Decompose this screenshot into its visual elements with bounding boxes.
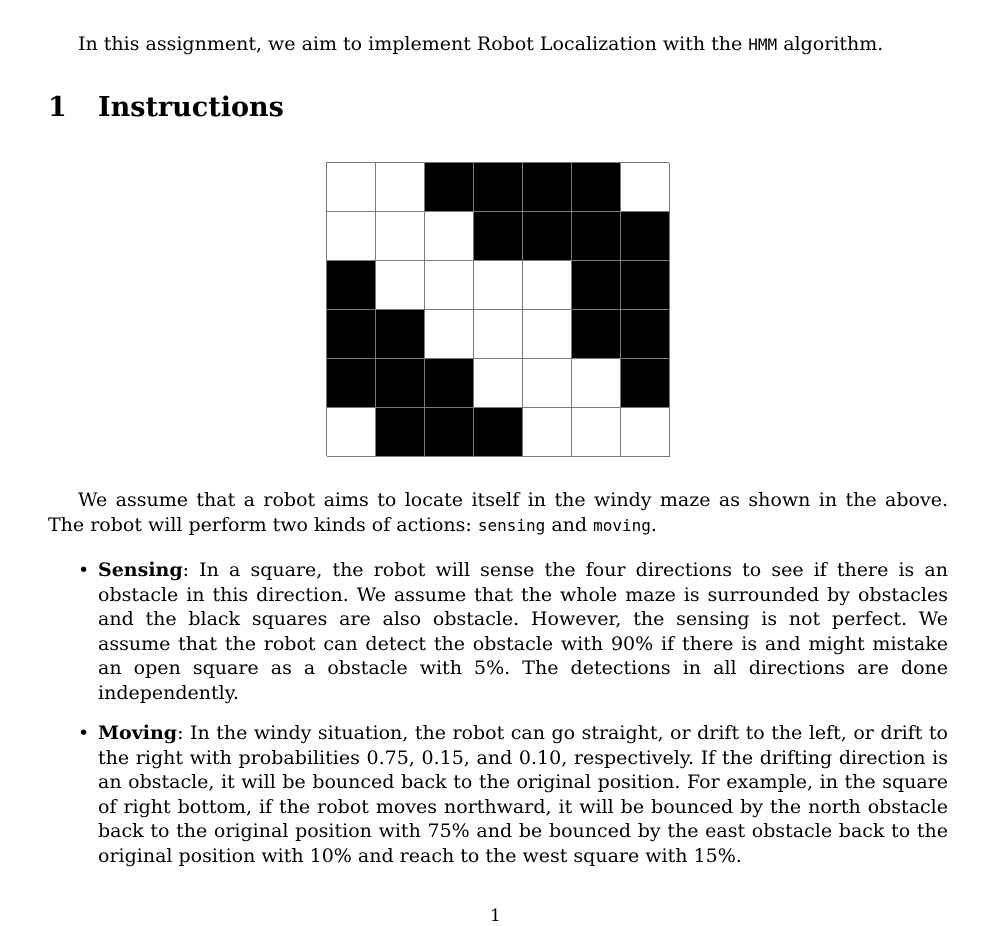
maze-cell-obstacle — [376, 359, 425, 408]
maze-cell-obstacle — [327, 261, 376, 310]
maze-cell-open — [572, 408, 621, 457]
maze-cell-obstacle — [327, 359, 376, 408]
paragraph-text-3: . — [650, 513, 657, 536]
bullet-list — [78, 558, 948, 884]
maze-cell-obstacle — [523, 212, 572, 261]
maze-cell-open — [572, 359, 621, 408]
intro-text-before: In this assignment, we aim to implement Robot Localization with the — [78, 33, 749, 55]
maze-cell-open — [474, 310, 523, 359]
maze-cell-obstacle — [376, 408, 425, 457]
maze-cell-open — [621, 163, 670, 212]
maze-cell-obstacle — [621, 261, 670, 310]
maze-cell-open — [474, 261, 523, 310]
maze-cell-open — [523, 408, 572, 457]
bullet-text-moving: : In the windy situation, the robot can go straight, or drift to the left, or drift to the right with probabilities 0.75, 0.15, and 0.10, respectively. If the drifting direction is an obstacle, it will be bounced back to the original position. For example, in the square of right bottom, if the robot moves northward, it will be bounced by the north obstacle back to the original position with 75% and be bounced by the east obstacle back to the original position with 10% and reach to the west square with 15%. — [98, 722, 948, 867]
paragraph-text-2: and — [545, 513, 594, 536]
section-number: 1 — [48, 92, 67, 123]
maze-cell-open — [621, 408, 670, 457]
paragraph-text-1: We assume that a robot aims to locate itself in the windy maze as shown in the above. The robot will perform two kinds of actions: — [48, 489, 948, 536]
page-number: 1 — [490, 906, 501, 926]
maze-cell-open — [523, 310, 572, 359]
maze-cell-open — [425, 261, 474, 310]
intro-code-hmm: HMM — [748, 35, 778, 54]
maze-cell-open — [327, 408, 376, 457]
maze-cell-obstacle — [425, 408, 474, 457]
intro-sentence — [78, 32, 883, 57]
maze-cell-obstacle — [572, 163, 621, 212]
maze-cell-obstacle — [621, 359, 670, 408]
maze-cell-obstacle — [572, 212, 621, 261]
bullet-dot: • — [78, 559, 90, 581]
code-sensing: sensing — [477, 515, 546, 535]
maze-cell-open — [327, 212, 376, 261]
bullet-item-moving — [78, 721, 948, 868]
maze-cell-open — [376, 261, 425, 310]
maze-cell-open — [376, 163, 425, 212]
maze-cell-obstacle — [425, 163, 474, 212]
maze-cell-obstacle — [376, 310, 425, 359]
maze-cell-open — [474, 359, 523, 408]
bullet-term-moving: Moving — [98, 722, 178, 744]
bullet-dot: • — [78, 722, 90, 744]
bullet-text-sensing: : In a square, the robot will sense the four directions to see if there is an obstacle in this direction. We assume that the whole maze is surrounded by obstacles and the black squares are also obstacle. However, the sensing is not perfect. We assume that the robot can detect the obstacle with 90% if there is and might mistake an open square as a obstacle with 5%. The detections in all directions are done independently. — [98, 559, 948, 704]
maze-cell-open — [523, 359, 572, 408]
maze-cell-obstacle — [572, 261, 621, 310]
maze-cell-obstacle — [474, 212, 523, 261]
bullet-term-sensing: Sensing — [98, 559, 183, 581]
section-heading — [48, 90, 284, 126]
maze-cell-open — [425, 310, 474, 359]
bullet-item-sensing — [78, 558, 948, 705]
intro-text-after: algorithm. — [777, 33, 884, 55]
maze-grid — [326, 162, 669, 456]
description-paragraph — [48, 488, 948, 538]
code-moving: moving — [593, 515, 651, 535]
maze-cell-obstacle — [425, 359, 474, 408]
section-title: Instructions — [98, 92, 284, 123]
maze-cell-open — [376, 212, 425, 261]
maze-cell-obstacle — [327, 310, 376, 359]
maze-cell-obstacle — [474, 408, 523, 457]
maze-cell-open — [425, 212, 474, 261]
maze-cell-obstacle — [523, 163, 572, 212]
maze-cell-obstacle — [621, 310, 670, 359]
maze-cell-obstacle — [572, 310, 621, 359]
maze-cell-obstacle — [474, 163, 523, 212]
maze-cell-open — [523, 261, 572, 310]
maze-cell-open — [327, 163, 376, 212]
maze-cell-obstacle — [621, 212, 670, 261]
